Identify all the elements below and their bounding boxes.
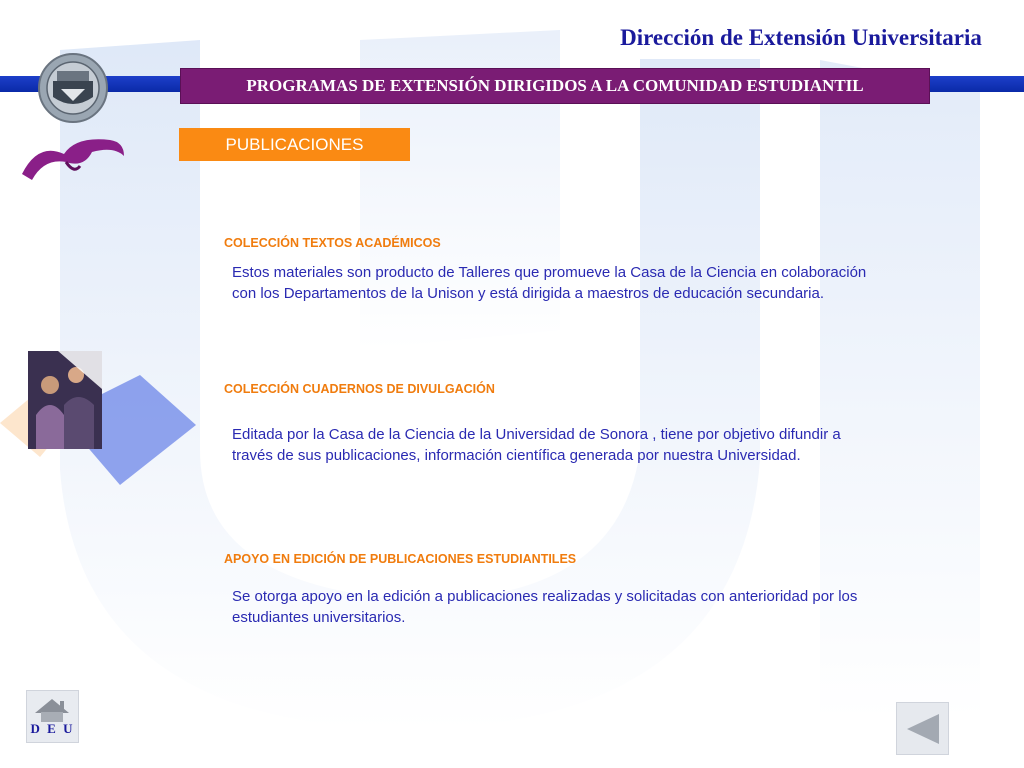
paragraph-line: Se otorga apoyo en la edición a publicaciones realizadas y solicitadas con anterioridad por los: [232, 588, 858, 605]
back-button[interactable]: [896, 702, 949, 755]
decorative-swoosh: [18, 132, 130, 187]
university-seal-logo: [35, 53, 111, 123]
back-arrow-icon: [905, 711, 941, 747]
section-paragraph: [232, 586, 962, 628]
publications-tab[interactable]: PUBLICACIONES: [179, 128, 410, 161]
section-heading: APOYO EN EDICIÓN DE PUBLICACIONES ESTUDIANTILES: [224, 552, 577, 566]
paragraph-line: través de sus publicaciones, información científica generada por nuestra Universidad.: [232, 447, 801, 464]
section-heading: COLECCIÓN TEXTOS ACADÉMICOS: [224, 236, 441, 250]
paragraph-line: estudiantes universitarios.: [232, 609, 406, 626]
section-paragraph: [232, 424, 962, 466]
section-paragraph: [232, 262, 962, 304]
home-label: D E U: [30, 721, 75, 736]
home-button[interactable]: [26, 690, 79, 743]
paragraph-line: Editada por la Casa de la Ciencia de la Universidad de Sonora , tiene por objetivo difundir a: [232, 426, 841, 443]
section-heading: COLECCIÓN CUADERNOS DE DIVULGACIÓN: [224, 382, 495, 396]
photo-collage: [0, 345, 200, 495]
paragraph-line: con los Departamentos de la Unison y está dirigida a maestros de educación secundaria.: [232, 285, 825, 302]
page-title: Dirección de Extensión Universitaria: [590, 17, 1012, 59]
section-banner: PROGRAMAS DE EXTENSIÓN DIRIGIDOS A LA COMUNIDAD ESTUDIANTIL: [180, 68, 930, 104]
paragraph-line: Estos materiales son producto de Talleres que promueve la Casa de la Ciencia en colaboración: [232, 264, 867, 281]
home-icon: [33, 697, 71, 723]
